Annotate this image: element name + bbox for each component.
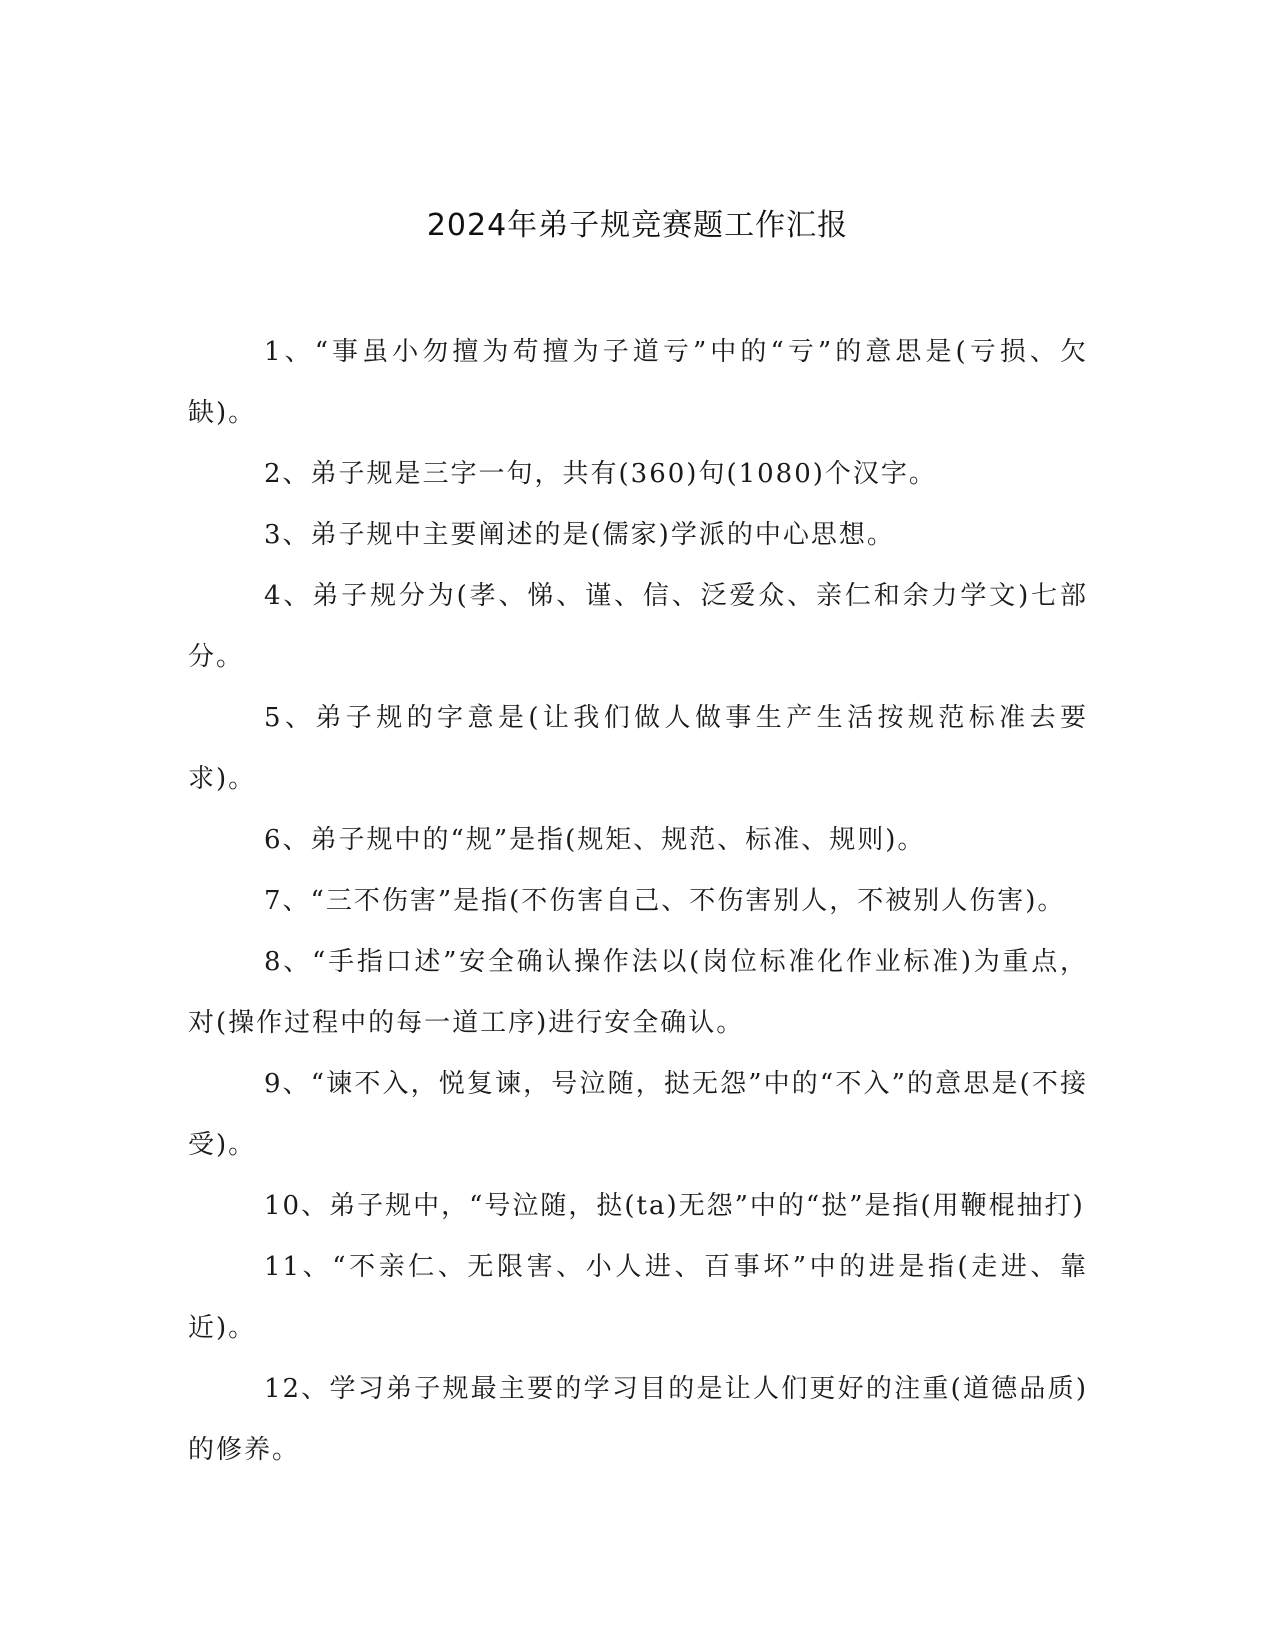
question-2: 2、弟子规是三字一句，共有(360)句(1080)个汉字。 bbox=[264, 459, 937, 489]
document-body bbox=[188, 322, 1088, 1481]
question-6: 6、弟子规中的“规”是指(规矩、规范、标准、规则)。 bbox=[264, 825, 926, 855]
question-12: 12、学习弟子规最主要的学习目的是让人们更好的注重(道德品质)的修养。 bbox=[188, 1374, 1088, 1465]
question-11: 11、“不亲仁、无限害、小人进、百事坏”中的进是指(走进、靠近)。 bbox=[188, 1252, 1088, 1343]
question-1: 1、“事虽小勿擅为苟擅为子道亏”中的“亏”的意思是(亏损、欠缺)。 bbox=[188, 337, 1088, 428]
document-title: 2024年弟子规竞赛题工作汇报 bbox=[426, 208, 849, 243]
question-8: 8、“手指口述”安全确认操作法以(岗位标准化作业标准)为重点，对(操作过程中的每一道工序)进行安全确认。 bbox=[188, 947, 1088, 1038]
question-4: 4、弟子规分为(孝、悌、谨、信、泛爱众、亲仁和余力学文)七部分。 bbox=[188, 581, 1088, 672]
question-3: 3、弟子规中主要阐述的是(儒家)学派的中心思想。 bbox=[264, 520, 895, 550]
question-10: 10、弟子规中，“号泣随，挞(ta)无怨”中的“挞”是指(用鞭棍抽打) bbox=[264, 1191, 1085, 1221]
question-7: 7、“三不伤害”是指(不伤害自己、不伤害别人，不被别人伤害)。 bbox=[264, 886, 1066, 916]
question-9: 9、“谏不入，悦复谏，号泣随，挞无怨”中的“不入”的意思是(不接受)。 bbox=[188, 1069, 1088, 1160]
question-5: 5、弟子规的字意是(让我们做人做事生产生活按规范标准去要求)。 bbox=[188, 703, 1088, 794]
